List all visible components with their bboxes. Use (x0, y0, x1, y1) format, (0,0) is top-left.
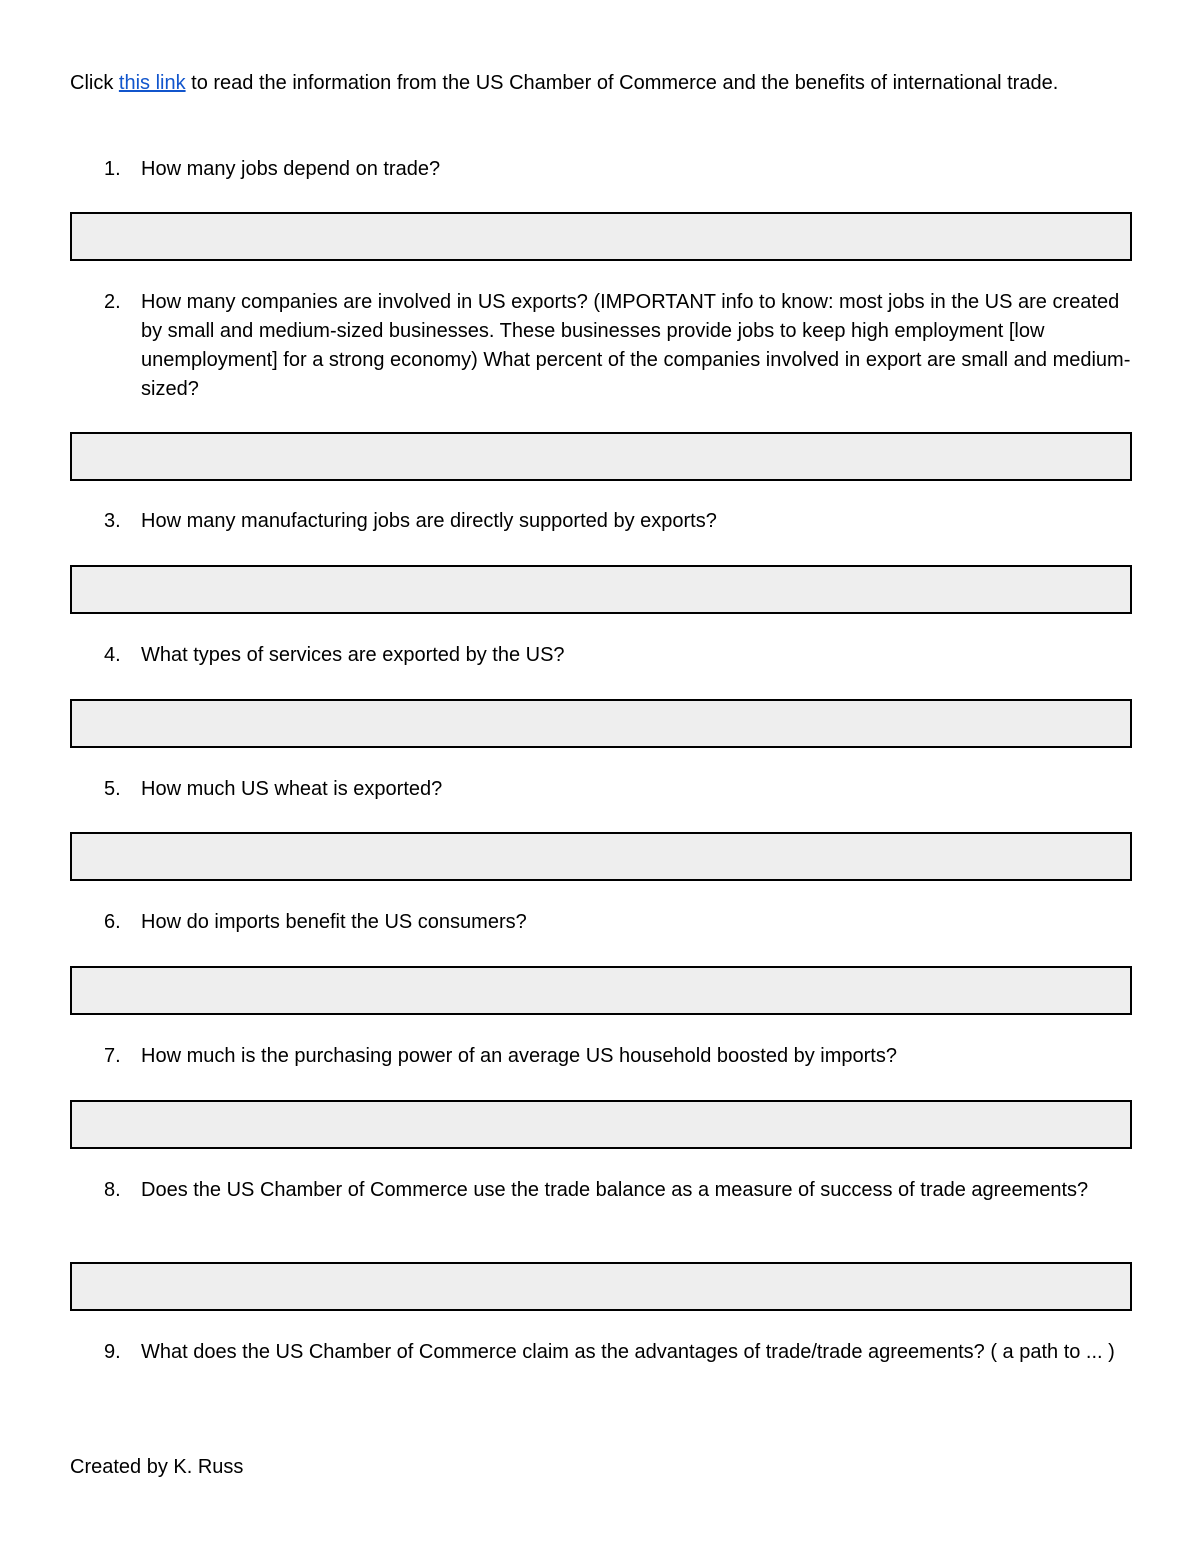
this-link[interactable]: this link (118, 72, 186, 94)
footer-credit: Created by K. Russ (70, 1456, 244, 1478)
answer-box-2[interactable] (70, 432, 1132, 481)
intro-paragraph (70, 69, 1130, 98)
question-4 (70, 641, 1132, 670)
answer-box-3[interactable] (70, 565, 1132, 614)
answer-box-7[interactable] (70, 1100, 1132, 1149)
question-number: 4. (104, 644, 121, 666)
question-text: What does the US Chamber of Commerce claim as the advantages of trade/trade agreements? ( a path to ... ) (141, 1341, 1115, 1363)
question-6 (70, 908, 1132, 937)
question-number: 5. (104, 778, 121, 800)
question-1 (70, 155, 1132, 184)
answer-box-1[interactable] (70, 212, 1132, 261)
question-text: How much is the purchasing power of an average US household boosted by imports? (141, 1045, 897, 1067)
answer-box-6[interactable] (70, 966, 1132, 1015)
question-text: How do imports benefit the US consumers? (141, 911, 527, 933)
question-9 (70, 1338, 1132, 1367)
question-text: How many manufacturing jobs are directly supported by exports? (141, 510, 717, 532)
question-text: How many jobs depend on trade? (141, 158, 441, 180)
answer-box-5[interactable] (70, 832, 1132, 881)
question-number: 7. (104, 1045, 121, 1067)
intro-text-before: Click (70, 72, 119, 94)
question-number: 2. (104, 291, 121, 313)
question-number: 6. (104, 911, 121, 933)
question-number: 9. (104, 1341, 121, 1363)
question-text: How many companies are involved in US exports? (IMPORTANT info to know: most jobs in the US are created by small and medium-sized businesses. These businesses provide jobs to keep high employment [low unemployment] for a strong economy) What percent of the companies involved in export are small and medium-sized? (141, 291, 1131, 400)
question-7 (70, 1042, 1132, 1071)
question-number: 1. (104, 158, 121, 180)
question-text: Does the US Chamber of Commerce use the trade balance as a measure of success of trade agreements? (141, 1179, 1089, 1201)
question-5 (70, 775, 1132, 804)
question-number: 3. (104, 510, 121, 532)
answer-box-4[interactable] (70, 699, 1132, 748)
question-2 (70, 288, 1132, 404)
question-text: What types of services are exported by the US? (141, 644, 565, 666)
question-3 (70, 507, 1132, 536)
answer-box-8[interactable] (70, 1262, 1132, 1311)
question-8 (70, 1176, 1132, 1205)
question-number: 8. (104, 1179, 121, 1201)
question-text: How much US wheat is exported? (141, 778, 443, 800)
intro-text-after: to read the information from the US Chamber of Commerce and the benefits of international trade. (185, 72, 1059, 94)
